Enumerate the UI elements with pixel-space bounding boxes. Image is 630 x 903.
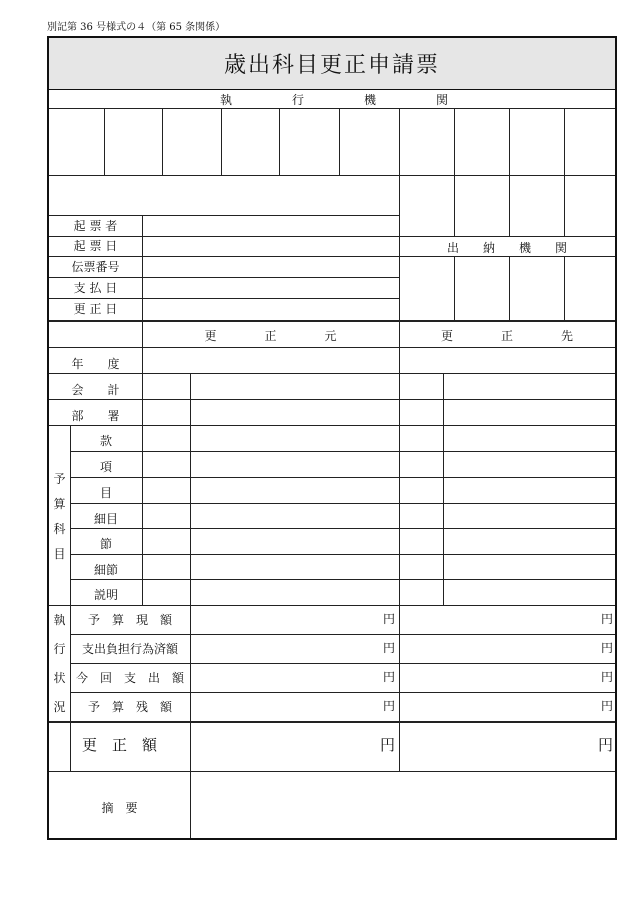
department-label: 部 署	[71, 409, 120, 423]
budget-group-char-1: 予	[53, 472, 66, 486]
budget-item-setsu: 節	[99, 537, 112, 551]
yen-unit: 円	[600, 699, 613, 713]
grid-line	[443, 373, 444, 605]
current-expense-label: 今 回 支 出 額	[75, 671, 184, 685]
grid-line	[70, 663, 615, 664]
grid-line	[399, 108, 400, 320]
grid-line	[70, 451, 615, 452]
budget-group-char-2: 算	[53, 497, 66, 511]
grid-line	[70, 634, 615, 635]
form-title: 歳出科目更正申請票	[223, 53, 440, 78]
grid-line	[162, 108, 163, 175]
grid-line	[399, 175, 615, 176]
yen-unit: 円	[382, 612, 395, 626]
grid-line	[399, 321, 400, 771]
yen-unit: 円	[597, 736, 613, 754]
correction-from-header: 更 正 元	[204, 329, 337, 343]
summary-label: 摘 要	[101, 801, 138, 815]
paying-org-header: 出 納 機 関	[446, 241, 567, 255]
yen-unit: 円	[382, 699, 395, 713]
account-label: 会 計	[71, 383, 120, 397]
budget-item-saimoku: 細目	[93, 512, 118, 526]
yen-unit: 円	[382, 670, 395, 684]
grid-line	[564, 108, 565, 236]
grid-line	[142, 321, 143, 605]
grid-line	[70, 503, 615, 504]
exec-group-char-4: 況	[53, 700, 66, 714]
budget-item-explanation: 説明	[93, 588, 118, 602]
yen-unit: 円	[379, 736, 395, 754]
form-number-note: 別記第 36 号様式の４（第 65 条関係）	[47, 22, 226, 33]
grid-line	[49, 347, 615, 348]
commitment-done-label: 支出負担行為済額	[81, 642, 178, 656]
grid-line	[49, 399, 615, 400]
payment-date-label: 支 払 日	[73, 281, 118, 295]
grid-line	[279, 108, 280, 175]
grid-line	[49, 236, 399, 237]
grid-line	[70, 692, 615, 693]
grid-line	[509, 108, 510, 236]
correction-amount-label: 更 正 額	[81, 736, 157, 754]
grid-line	[49, 425, 615, 426]
grid-line	[339, 108, 340, 175]
grid-line	[49, 256, 399, 257]
grid-line	[104, 108, 105, 175]
budget-item-kan: 款	[99, 434, 112, 448]
correction-date-label: 更 正 日	[73, 302, 118, 316]
yen-unit: 円	[600, 641, 613, 655]
grid-line	[399, 236, 615, 237]
budget-item-kou: 項	[99, 460, 112, 474]
summary-field[interactable]	[191, 772, 613, 838]
draft-date-label: 起 票 日	[73, 239, 118, 253]
budget-item-saisetsu: 細節	[93, 563, 118, 577]
grid-line	[454, 108, 455, 236]
grid-line	[70, 528, 615, 529]
grid-line	[190, 605, 191, 771]
grid-line	[70, 579, 615, 580]
budget-group-char-3: 科	[53, 522, 66, 536]
grid-line	[49, 298, 399, 299]
drafter-label: 起 票 者	[73, 219, 118, 233]
grid-line	[70, 477, 615, 478]
grid-line	[49, 373, 615, 374]
grid-line	[509, 256, 510, 320]
yen-unit: 円	[382, 641, 395, 655]
grid-line	[399, 256, 615, 257]
fiscal-year-label: 年 度	[71, 357, 120, 371]
budget-remaining-label: 予 算 残 額	[87, 700, 172, 714]
grid-line	[49, 721, 615, 723]
yen-unit: 円	[600, 670, 613, 684]
grid-line	[70, 554, 615, 555]
grid-line	[221, 108, 222, 175]
correction-request-form	[47, 36, 617, 840]
grid-line	[49, 215, 399, 216]
grid-line	[49, 605, 615, 606]
exec-group-char-2: 行	[53, 642, 66, 656]
grid-line	[49, 277, 399, 278]
budget-item-moku: 目	[99, 486, 112, 500]
grid-line	[49, 320, 615, 322]
correction-to-header: 更 正 先	[440, 329, 573, 343]
grid-line	[564, 256, 565, 320]
grid-line	[454, 256, 455, 320]
grid-line	[142, 215, 143, 320]
exec-group-char-3: 状	[53, 671, 66, 685]
budget-group-char-4: 目	[53, 547, 66, 561]
grid-line	[190, 373, 191, 605]
slip-number-label: 伝票番号	[71, 260, 120, 274]
yen-unit: 円	[600, 612, 613, 626]
exec-group-char-1: 執	[53, 613, 66, 627]
executing-org-header: 執 行 機 関	[219, 93, 448, 107]
title-bar	[49, 38, 615, 90]
budget-current-label: 予 算 現 額	[87, 613, 172, 627]
grid-line	[49, 175, 399, 176]
grid-line	[49, 108, 615, 109]
